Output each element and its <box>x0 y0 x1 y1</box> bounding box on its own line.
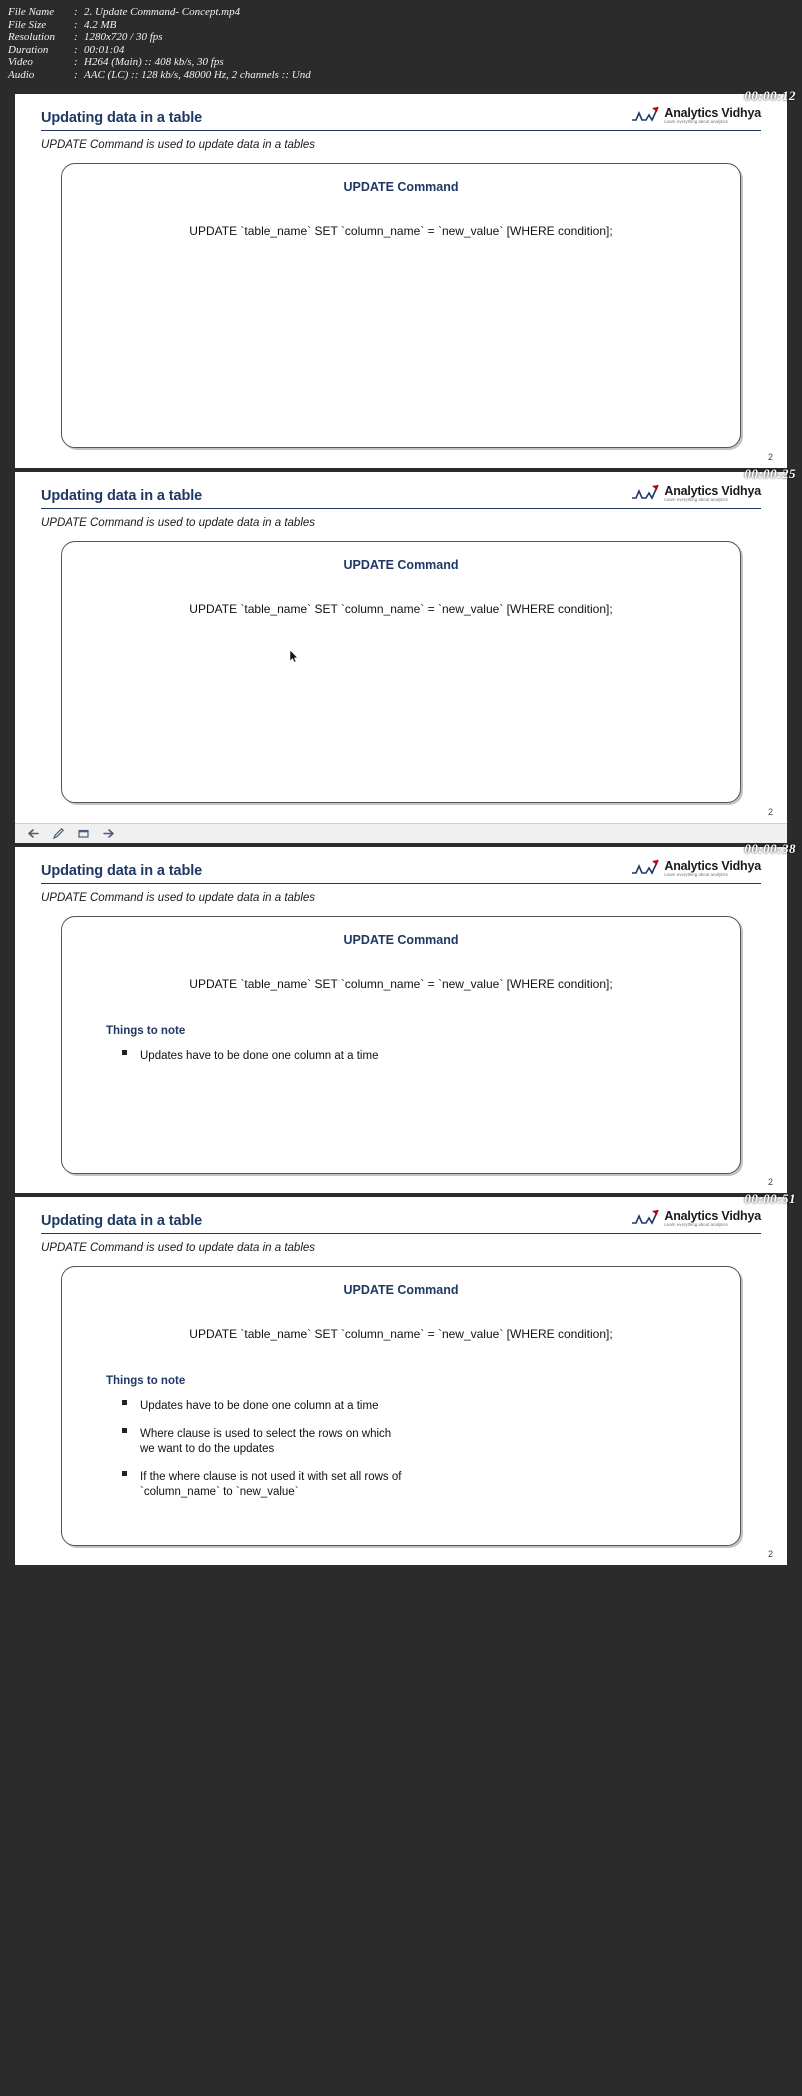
chart-arrow-icon <box>631 1207 661 1227</box>
video-frame <box>0 465 802 843</box>
logo-name: Analytics Vidhya <box>664 858 761 873</box>
logo-name: Analytics Vidhya <box>664 483 761 498</box>
metadata-colon: : <box>74 18 78 31</box>
metadata-value: 2. Update Command- Concept.mp4 <box>84 6 241 18</box>
logo-tagline: Learn everything about analytics <box>664 872 728 878</box>
title-divider <box>41 1233 761 1234</box>
sql-command-text: UPDATE `table_name` SET `column_name` = `new_value` [WHERE condition]; <box>189 223 613 238</box>
metadata-colon: : <box>74 56 78 69</box>
logo-name: Analytics Vidhya <box>664 1208 761 1223</box>
metadata-row <box>8 56 794 69</box>
sql-command-text: UPDATE `table_name` SET `column_name` = `new_value` [WHERE condition]; <box>189 601 613 616</box>
forward-arrow-icon[interactable] <box>102 827 115 840</box>
mouse-cursor-icon <box>290 650 299 663</box>
metadata-key: Audio <box>8 68 35 81</box>
bullet-icon <box>122 1471 127 1476</box>
list-item <box>140 1399 720 1414</box>
bullet-icon <box>122 1428 127 1433</box>
pencil-icon[interactable] <box>52 827 65 840</box>
metadata-key: Duration <box>8 43 49 56</box>
page-number: 2 <box>767 451 773 462</box>
page-number: 2 <box>767 806 773 817</box>
metadata-value: 1280x720 / 30 fps <box>84 31 163 44</box>
stop-icon[interactable] <box>77 827 90 840</box>
card-title: UPDATE Command <box>343 557 459 572</box>
metadata-row <box>8 19 794 32</box>
command-card <box>61 163 741 448</box>
bullet-icon <box>122 1050 127 1055</box>
notes-heading: Things to note <box>106 1024 186 1037</box>
logo-tagline: Learn everything about analytics <box>664 119 728 125</box>
list-item <box>140 1049 720 1064</box>
metadata-colon: : <box>74 43 78 56</box>
card-title: UPDATE Command <box>343 1282 459 1297</box>
analytics-vidhya-logo <box>631 104 761 125</box>
player-control-bar[interactable] <box>15 823 787 843</box>
logo-tagline: Learn everything about analytics <box>664 497 728 503</box>
metadata-row <box>8 44 794 57</box>
analytics-vidhya-logo <box>631 482 761 503</box>
command-card <box>61 916 741 1174</box>
back-arrow-icon[interactable] <box>27 827 40 840</box>
metadata-value: 00:01:04 <box>84 43 125 56</box>
command-card <box>61 1266 741 1546</box>
video-frame <box>0 1190 802 1565</box>
logo-tagline: Learn everything about analytics <box>664 1222 728 1228</box>
metadata-value: AAC (LC) :: 128 kb/s, 48000 Hz, 2 channels :: Und <box>84 68 311 81</box>
notes-heading: Things to note <box>106 1374 186 1387</box>
slide-subtitle: UPDATE Command is used to update data in a tables <box>41 138 316 151</box>
frame-timestamp: 00:00:38 <box>744 840 796 856</box>
thumbnail-frames <box>0 87 802 1565</box>
file-metadata-panel <box>0 0 802 90</box>
notes-list <box>82 1399 720 1500</box>
card-title: UPDATE Command <box>343 932 459 947</box>
list-item-label: If the where clause is not used it with set all rows of `column_name` to `new_value` <box>140 1471 402 1498</box>
metadata-key: File Size <box>8 18 47 31</box>
title-divider <box>41 883 761 884</box>
frame-timestamp: 00:00:12 <box>744 87 796 103</box>
list-item <box>140 1470 410 1499</box>
sql-command-text: UPDATE `table_name` SET `column_name` = `new_value` [WHERE condition]; <box>189 1326 613 1341</box>
list-item-label: Updates have to be done one column at a time <box>140 1049 379 1062</box>
metadata-value: 4.2 MB <box>84 18 117 31</box>
frame-timestamp: 00:00:51 <box>744 1190 796 1206</box>
list-item <box>140 1427 400 1456</box>
title-divider <box>41 130 761 131</box>
metadata-colon: : <box>74 6 78 18</box>
metadata-colon: : <box>74 68 78 81</box>
metadata-colon: : <box>74 31 78 44</box>
page-title: Updating data in a table <box>41 487 203 504</box>
metadata-key: Resolution <box>8 31 56 44</box>
page-number: 2 <box>767 1176 773 1187</box>
page-title: Updating data in a table <box>41 109 203 126</box>
slide-subtitle: UPDATE Command is used to update data in a tables <box>41 891 316 904</box>
sql-command-text: UPDATE `table_name` SET `column_name` = `new_value` [WHERE condition]; <box>189 976 613 991</box>
metadata-row <box>8 6 794 19</box>
slide <box>15 94 787 468</box>
chart-arrow-icon <box>631 104 661 124</box>
bullet-icon <box>122 1400 127 1405</box>
slide-subtitle: UPDATE Command is used to update data in a tables <box>41 516 316 529</box>
command-card <box>61 541 741 803</box>
notes-list <box>82 1049 720 1064</box>
list-item-label: Updates have to be done one column at a time <box>140 1399 379 1412</box>
analytics-vidhya-logo <box>631 857 761 878</box>
slide <box>15 847 787 1193</box>
metadata-value: H264 (Main) :: 408 kb/s, 30 fps <box>84 56 224 69</box>
metadata-row <box>8 31 794 44</box>
chart-arrow-icon <box>631 857 661 877</box>
slide-subtitle: UPDATE Command is used to update data in a tables <box>41 1241 316 1254</box>
title-divider <box>41 508 761 509</box>
slide <box>15 1197 787 1565</box>
metadata-key: File Name <box>8 6 55 18</box>
page-title: Updating data in a table <box>41 1212 203 1229</box>
slide <box>15 472 787 823</box>
metadata-key: Video <box>8 56 33 69</box>
card-title: UPDATE Command <box>343 179 459 194</box>
page-title: Updating data in a table <box>41 862 203 879</box>
logo-name: Analytics Vidhya <box>664 105 761 120</box>
list-item-label: Where clause is used to select the rows on which we want to do the updates <box>140 1428 392 1455</box>
video-frame <box>0 840 802 1193</box>
chart-arrow-icon <box>631 482 661 502</box>
page-number: 2 <box>767 1548 773 1559</box>
analytics-vidhya-logo <box>631 1207 761 1228</box>
frame-timestamp: 00:00:25 <box>744 465 796 481</box>
metadata-row <box>8 69 794 82</box>
video-frame <box>0 87 802 468</box>
